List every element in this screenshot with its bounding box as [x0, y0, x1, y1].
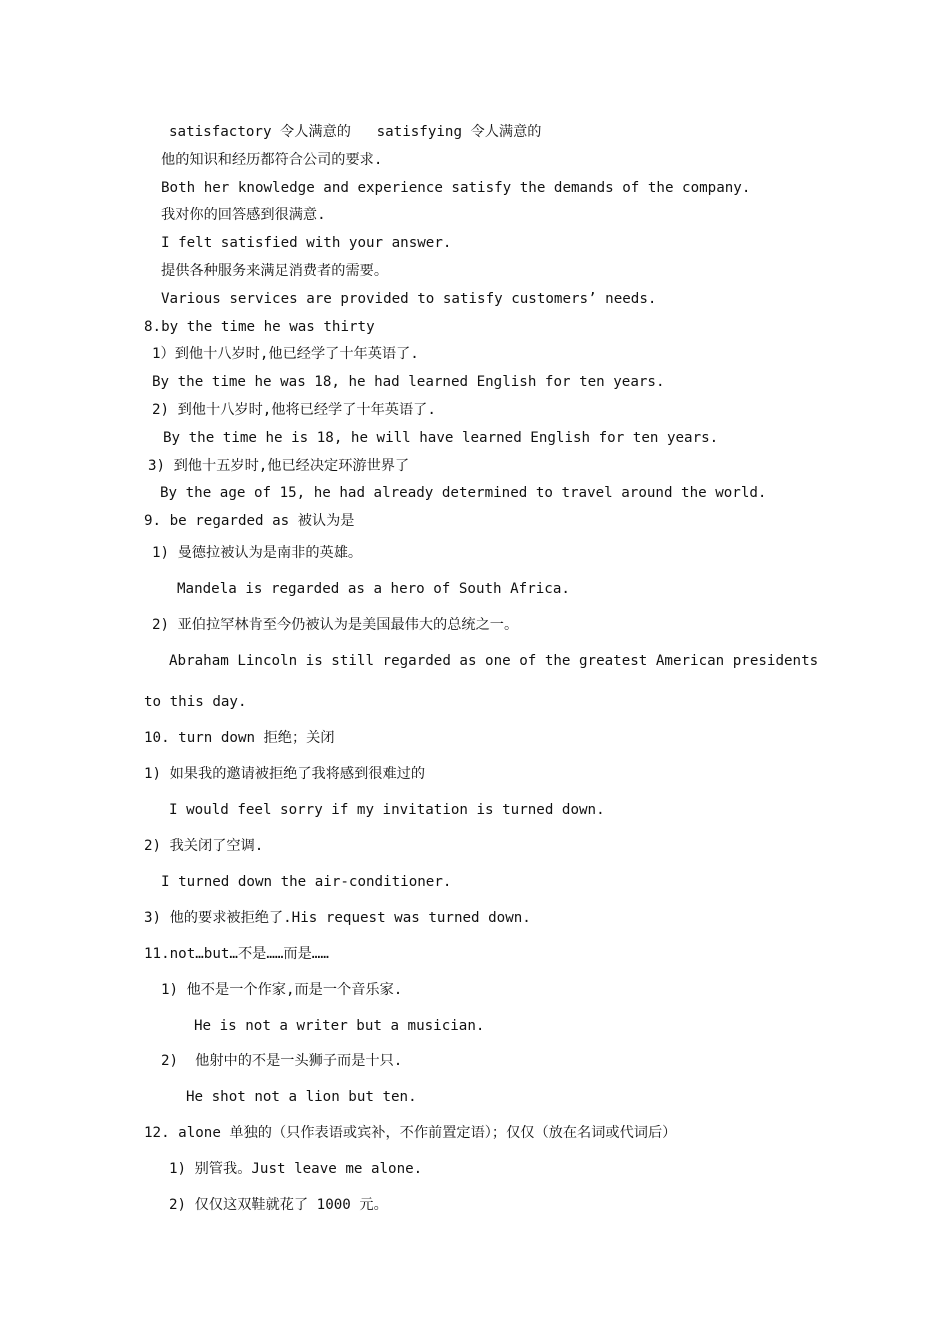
text-line: 提供各种服务来满足消费者的需要。	[161, 263, 389, 279]
text-line: 1) 别管我。Just leave me alone.	[169, 1161, 423, 1177]
text-line: Mandela is regarded as a hero of South Africa.	[177, 581, 570, 597]
text-line: By the time he is 18, he will have learned English for ten years.	[163, 430, 719, 446]
text-line: 1) 如果我的邀请被拒绝了我将感到很难过的	[144, 766, 426, 782]
section-heading: 9. be regarded as 被认为是	[144, 513, 355, 529]
section-heading: 8.by the time he was thirty	[144, 319, 375, 335]
text-line: He shot not a lion but ten.	[186, 1089, 417, 1105]
text-line: 他的知识和经历都符合公司的要求.	[161, 152, 383, 168]
text-line: 1) 曼德拉被认为是南非的英雄。	[152, 545, 363, 561]
text-line: I turned down the air-conditioner.	[161, 874, 452, 890]
text-line: 2) 我关闭了空调.	[144, 838, 264, 854]
section-heading: 10. turn down 拒绝；关闭	[144, 730, 335, 746]
text-line: 1) 他不是一个作家,而是一个音乐家.	[161, 982, 403, 998]
text-line: 2) 仅仅这双鞋就花了 1000 元。	[169, 1197, 388, 1213]
text-line: 3) 到他十五岁时,他已经决定环游世界了	[148, 458, 410, 474]
text-line: 2) 他射中的不是一头狮子而是十只.	[161, 1053, 403, 1069]
text-line: Abraham Lincoln is still regarded as one of the greatest American presidents	[169, 653, 819, 669]
text-line: By the time he was 18, he had learned English for ten years.	[152, 374, 665, 390]
section-heading: 12. alone 单独的（只作表语或宾补，不作前置定语）；仅仅（放在名词或代词后）	[144, 1125, 677, 1141]
text-line: 2) 到他十八岁时,他将已经学了十年英语了.	[152, 402, 436, 418]
text-line: Various services are provided to satisfy customers’ needs.	[161, 291, 657, 307]
text-line: 3) 他的要求被拒绝了.His request was turned down.	[144, 910, 531, 926]
text-line: He is not a writer but a musician.	[194, 1018, 485, 1034]
text-line: I felt satisfied with your answer.	[161, 235, 452, 251]
text-line: 2) 亚伯拉罕林肯至今仍被认为是美国最伟大的总统之一。	[152, 617, 519, 633]
text-line: Both her knowledge and experience satisfy the demands of the company.	[161, 180, 751, 196]
text-line: 1）到他十八岁时,他已经学了十年英语了.	[152, 346, 419, 362]
text-line: to this day.	[144, 694, 247, 710]
section-heading: 11.not…but…不是……而是……	[144, 946, 329, 962]
text-line: satisfactory 令人满意的 satisfying 令人满意的	[169, 124, 542, 140]
text-line: 我对你的回答感到很满意.	[161, 207, 326, 223]
text-line: By the age of 15, he had already determined to travel around the world.	[160, 485, 767, 501]
text-line: I would feel sorry if my invitation is turned down.	[169, 802, 605, 818]
